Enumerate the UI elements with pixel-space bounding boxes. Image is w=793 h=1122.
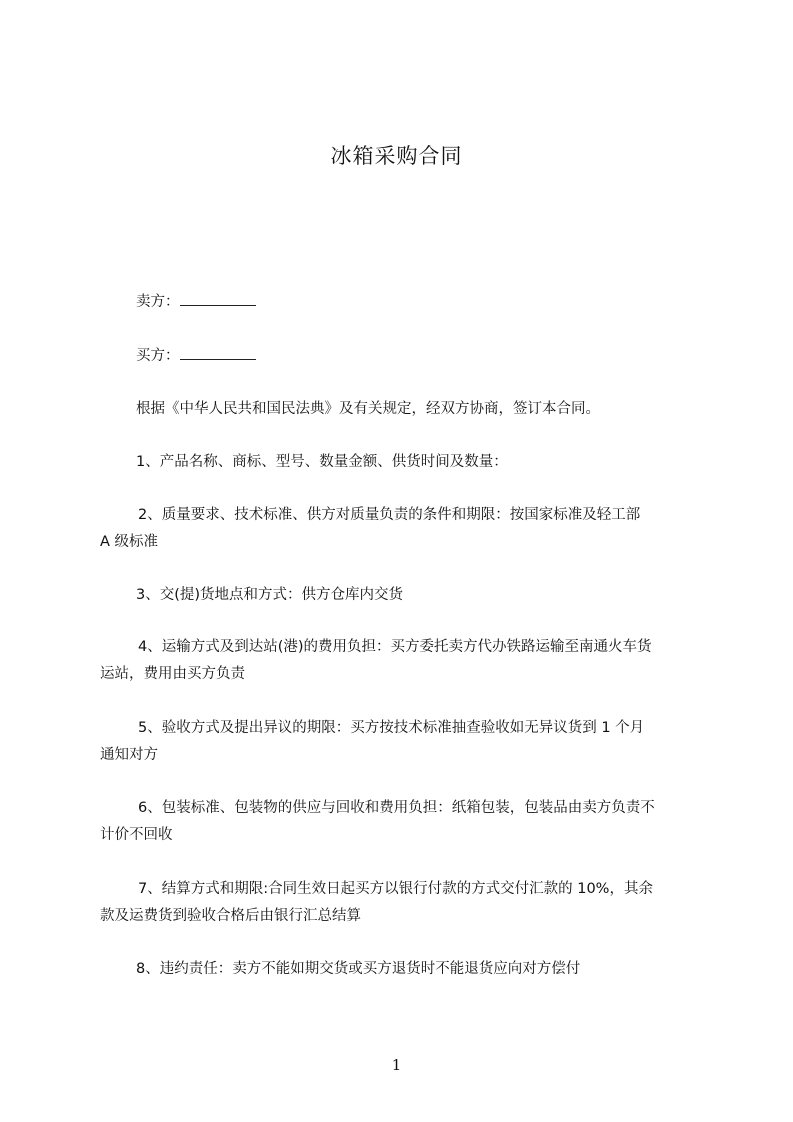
clause-7-line-2: 款及运费货到验收合格后由银行汇总结算: [100, 908, 361, 924]
clause-3: 3、交(提)货地点和方式：供方仓库内交货: [136, 587, 404, 603]
clause-8: 8、违约责任：卖方不能如期交货或买方退货时不能退货应向对方偿付: [136, 961, 581, 977]
clause-4-line-1: 4、运输方式及到达站(港)的费用负担：买方委托卖方代办铁路运输至南通火车货: [138, 639, 652, 655]
clause-6-line-1: 6、包装标准、包装物的供应与回收和费用负担：纸箱包装，包装品由卖方负责不: [138, 800, 655, 816]
buyer-blank: [180, 345, 256, 360]
clause-1: 1、产品名称、商标、型号、数量金额、供货时间及数量：: [136, 454, 508, 470]
intro-paragraph: 根据《中华人民共和国民法典》及有关规定，经双方协商，签订本合同。: [136, 401, 600, 417]
seller-line: [136, 291, 256, 312]
clause-6-line-2: 计价不回收: [100, 827, 173, 843]
buyer-line: [136, 345, 256, 366]
page-number: 1: [391, 1056, 402, 1074]
clause-7-line-1: 7、结算方式和期限:合同生效日起买方以银行付款的方式交付汇款的 10%，其余: [138, 881, 653, 897]
clause-4-line-2: 运站，费用由买方负责: [100, 666, 245, 682]
buyer-label: 买方：: [136, 348, 180, 364]
clause-2-line-1: 2、质量要求、技术标准、供方对质量负责的条件和期限：按国家标准及轻工部: [138, 507, 641, 523]
seller-label: 卖方：: [136, 294, 180, 310]
seller-blank: [180, 291, 256, 306]
clause-5-line-1: 5、验收方式及提出异议的期限：买方按技术标准抽查验收如无异议货到 1 个月: [138, 720, 645, 736]
document-title: 冰箱采购合同: [330, 144, 463, 168]
clause-5-line-2: 通知对方: [100, 747, 158, 763]
clause-2-line-2: A 级标准: [100, 534, 159, 550]
